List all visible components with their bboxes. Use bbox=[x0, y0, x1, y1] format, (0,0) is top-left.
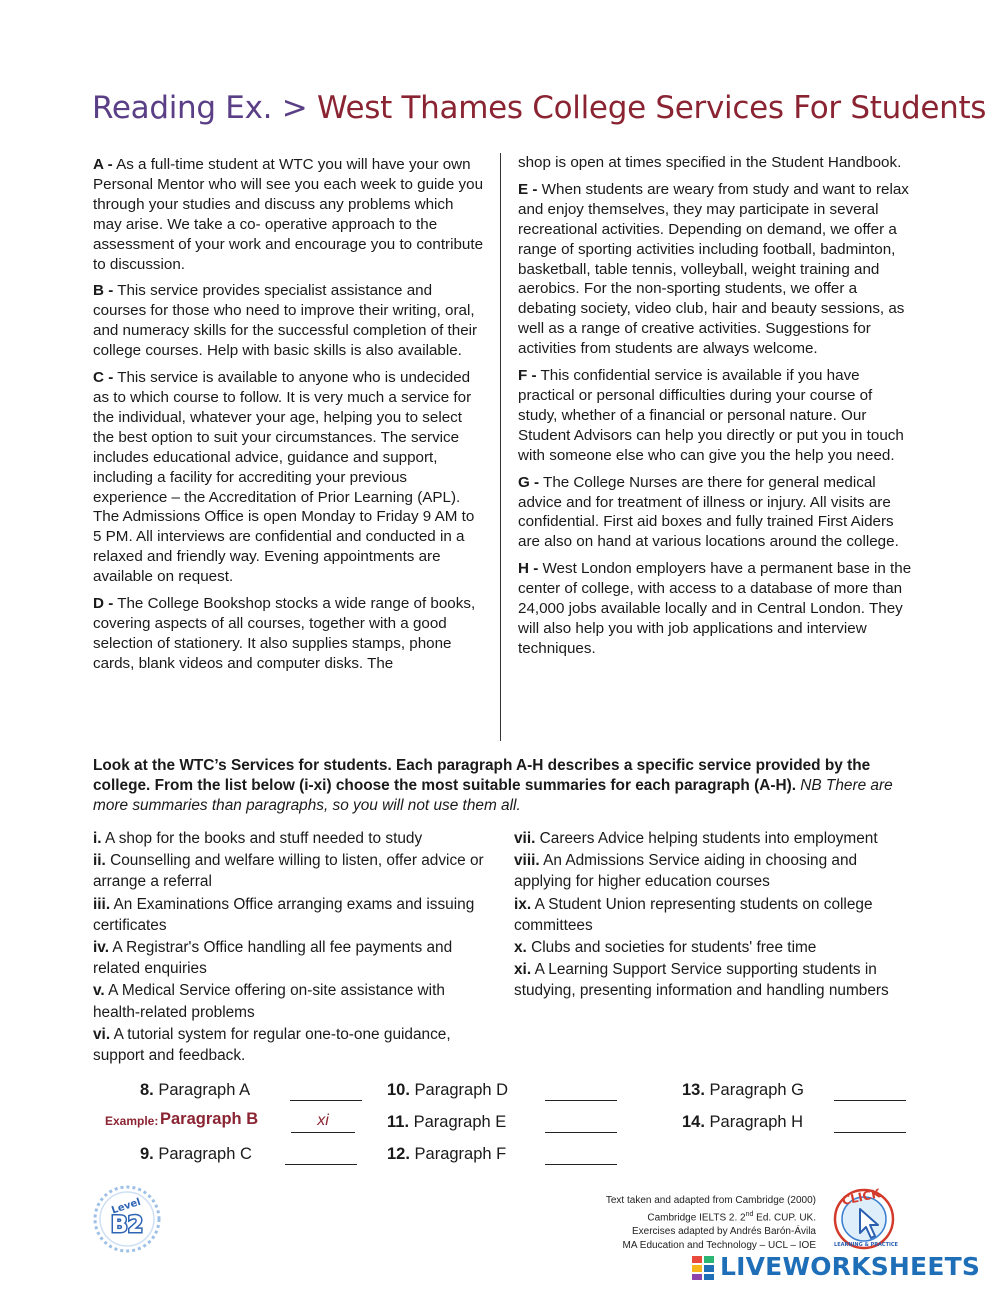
credits-line-1-sup: nd bbox=[745, 1211, 754, 1218]
paragraph-text: This confidential service is available if you have practical or personal difficulties during your course of study, whether of a financial or personal nature. Our Student Advisors can help you directly or put you in touch with someone else who can give you the help you need. bbox=[518, 367, 904, 464]
answer-blank-14[interactable] bbox=[834, 1132, 906, 1133]
summary-item bbox=[514, 894, 909, 936]
paragraph-letter: D - bbox=[93, 595, 114, 613]
paragraph-letter: F - bbox=[518, 367, 537, 385]
summary-item bbox=[93, 937, 493, 979]
paragraph-text: West London employers have a permanent base in the center of college, with access to a database of more than 24,000 jobs available locally and in Central London. They will also help you with job applications and interview techniques. bbox=[518, 560, 912, 657]
summary-list-left bbox=[93, 828, 493, 1067]
summary-list-right bbox=[514, 828, 909, 1003]
answer-blank-9[interactable] bbox=[285, 1164, 357, 1165]
column-divider bbox=[500, 153, 501, 741]
question-8 bbox=[140, 1081, 250, 1100]
paragraph-text: When students are weary from study and want to relax and enjoy themselves, they may participate in several recreational activities. Depending on demand, we offer a range of sporting activities including football, badminton, basketball, table tennis, volleyball, weight training and aerobics. For the non-sporting students, we offer a debating society, video club, hair and beauty sessions, as well as a range of creative activities. Suggestions for activities from students are always welcome. bbox=[518, 180, 909, 358]
question-label: Paragraph F bbox=[414, 1145, 507, 1163]
summary-item bbox=[514, 937, 909, 958]
summary-item bbox=[514, 850, 909, 892]
summary-text: An Examinations Office arranging exams and issuing certificates bbox=[93, 895, 475, 934]
instructions-note: NB There are more summaries than paragraphs, so you will not use them all. bbox=[93, 777, 893, 814]
question-14 bbox=[682, 1113, 803, 1132]
answer-blank-11[interactable] bbox=[545, 1132, 617, 1133]
question-label: Paragraph D bbox=[414, 1081, 509, 1099]
summary-item bbox=[93, 1024, 493, 1066]
paragraph-g bbox=[518, 473, 913, 553]
paragraph-d bbox=[93, 594, 485, 674]
question-label: Paragraph H bbox=[709, 1113, 804, 1131]
instructions-text: Look at the WTC’s Services for students. Each paragraph A-H describes a specific service provided by the college. From the list below (i-xi) choose the most suitable summaries for each paragraph (A-H). bbox=[93, 757, 871, 794]
question-num: 14. bbox=[682, 1113, 705, 1131]
summary-text: Clubs and societies for students' free time bbox=[531, 939, 817, 957]
summary-num: ii. bbox=[93, 852, 106, 870]
question-label: Paragraph G bbox=[709, 1081, 805, 1099]
credits-line-1-tail: Ed. CUP. UK. bbox=[753, 1212, 816, 1224]
paragraph-text: shop is open at times specified in the Student Handbook. bbox=[518, 154, 902, 171]
badge-level-value: B2 bbox=[110, 1213, 144, 1238]
example-answer-line bbox=[291, 1132, 355, 1133]
summary-num: xi. bbox=[514, 961, 532, 979]
liveworksheets-brand[interactable] bbox=[692, 1252, 992, 1286]
summary-text: A tutorial system for regular one-to-one guidance, support and feedback. bbox=[93, 1025, 451, 1065]
credits-line-1-text: Text taken and adapted from Cambridge (2000) Cambridge IELTS 2. 2 bbox=[605, 1195, 816, 1224]
paragraph-b bbox=[93, 281, 485, 361]
question-label: Paragraph E bbox=[413, 1113, 507, 1131]
example-paragraph: Paragraph B bbox=[160, 1110, 259, 1128]
liveworksheets-name: LIVEWORKSHEETS bbox=[720, 1252, 981, 1281]
summary-text: A Medical Service offering on-site assistance with health-related problems bbox=[93, 982, 445, 1021]
summary-text: A Registrar's Office handling all fee payments and related enquiries bbox=[93, 939, 453, 978]
summary-num: ix. bbox=[514, 895, 532, 913]
question-11 bbox=[387, 1113, 506, 1132]
reading-column-right bbox=[518, 153, 913, 666]
summary-item bbox=[93, 980, 493, 1022]
paragraph-text: The College Nurses are there for general medical advice and for treatment of illness or injury. All visits are confidential. First aid boxes and fully trained First Aiders are also on hand at various locations around the college. bbox=[518, 473, 899, 551]
page-title bbox=[92, 90, 987, 126]
title-main: West Thames College Services For Students bbox=[316, 90, 987, 126]
question-13 bbox=[682, 1081, 804, 1100]
summary-num: vi. bbox=[93, 1025, 111, 1043]
paragraph-letter: G - bbox=[518, 473, 540, 491]
question-10 bbox=[387, 1081, 508, 1100]
question-num: 8. bbox=[140, 1081, 154, 1099]
summary-item bbox=[93, 894, 493, 936]
paragraph-d-continued bbox=[518, 153, 913, 173]
question-label: Paragraph C bbox=[158, 1145, 252, 1163]
paragraph-h bbox=[518, 559, 913, 659]
paragraph-text: As a full-time student at WTC you will have your own Personal Mentor who will see you each week to guide you through your studies and discuss any problems which may arise. We take a co- operative approach to the assessment of your work and encourage you to contribute to discussion. bbox=[93, 156, 484, 273]
question-label: Paragraph A bbox=[158, 1081, 251, 1099]
question-num: 9. bbox=[140, 1145, 154, 1163]
summary-text: A Student Union representing students on college committees bbox=[514, 895, 873, 934]
summary-text: An Admissions Service aiding in choosing and applying for higher education courses bbox=[514, 852, 858, 891]
click-logo bbox=[826, 1183, 906, 1256]
reading-column-left bbox=[93, 155, 485, 681]
badge-level-text: Level bbox=[110, 1196, 143, 1217]
credits-line-3: MA Education and Technology – UCL – IOE bbox=[622, 1240, 816, 1252]
paragraph-letter: E - bbox=[518, 180, 538, 198]
answer-blank-10[interactable] bbox=[545, 1100, 617, 1101]
paragraph-e bbox=[518, 180, 913, 359]
summary-item bbox=[514, 959, 909, 1001]
paragraph-a bbox=[93, 155, 485, 274]
summary-item bbox=[93, 828, 493, 849]
paragraph-letter: A - bbox=[93, 156, 113, 173]
question-num: 11. bbox=[387, 1113, 410, 1131]
summary-text: Counselling and welfare willing to listen, offer advice or arrange a referral bbox=[93, 852, 484, 891]
click-logo-text: CLICK bbox=[840, 1186, 882, 1208]
summary-item bbox=[93, 850, 493, 892]
summary-text: A shop for the books and stuff needed to study bbox=[105, 830, 423, 847]
click-logo-subtext: LEARNING & PRACTICE bbox=[834, 1242, 898, 1248]
question-num: 10. bbox=[387, 1081, 410, 1099]
credits bbox=[560, 1194, 816, 1253]
level-badge bbox=[92, 1184, 162, 1259]
paragraph-text: This service provides specialist assistance and courses for those who need to improve their writing, oral, and numeracy skills for the successful completion of their college courses. Help with basic skills is also available. bbox=[93, 282, 478, 360]
summary-num: vii. bbox=[514, 830, 536, 847]
question-num: 13. bbox=[682, 1081, 705, 1099]
paragraph-f bbox=[518, 366, 913, 466]
paragraph-letter: H - bbox=[518, 560, 539, 578]
example-answer: xi bbox=[317, 1112, 329, 1129]
click-logo-icon bbox=[826, 1183, 906, 1251]
paragraph-text: This service is available to anyone who is undecided as to which course to follow. It is very much a service for the individual, whatever your age, helping you to select the best option to suit your circumstances. The service includes educational advice, guidance and support, including a facility for accrediting your previous experience – the Accreditation of Prior Learning (APL). The Admissions Office is open Monday to Friday 9 AM to 5 PM. All interviews are confidential and conducted in a relaxed and friendly way. Evening appointments are available on request. bbox=[93, 369, 475, 586]
summary-item bbox=[514, 828, 909, 849]
paragraph-text: The College Bookshop stocks a wide range of books, covering aspects of all courses, together with a good selection of stationery. It also supplies stamps, phone cards, blank videos and computer disks. The bbox=[93, 595, 476, 672]
question-9 bbox=[140, 1145, 252, 1164]
paragraph-c bbox=[93, 368, 485, 587]
paragraph-letter: B - bbox=[93, 282, 114, 300]
answer-blank-12[interactable] bbox=[545, 1164, 617, 1165]
instructions bbox=[93, 756, 903, 816]
title-prefix: Reading Ex. > bbox=[92, 90, 308, 126]
answer-blank-13[interactable] bbox=[834, 1100, 906, 1101]
summary-num: v. bbox=[93, 982, 105, 1000]
level-badge-icon bbox=[92, 1184, 162, 1254]
summary-num: iii. bbox=[93, 895, 111, 913]
summary-text: A Learning Support Service supporting students in studying, presenting information and handling numbers bbox=[514, 961, 889, 1000]
question-num: 12. bbox=[387, 1145, 410, 1163]
paragraph-letter: C - bbox=[93, 369, 114, 387]
summary-text: Careers Advice helping students into employment bbox=[539, 830, 878, 847]
summary-num: iv. bbox=[93, 939, 109, 957]
credits-line-2: Exercises adapted by Andrés Barón-Ávila bbox=[632, 1226, 816, 1238]
answer-blank-8[interactable] bbox=[290, 1100, 362, 1101]
summary-num: i. bbox=[93, 830, 102, 847]
summary-num: x. bbox=[514, 939, 527, 957]
summary-num: viii. bbox=[514, 852, 540, 870]
question-12 bbox=[387, 1145, 506, 1164]
example-label: Example: bbox=[105, 1114, 159, 1128]
credits-line-1 bbox=[560, 1194, 816, 1225]
liveworksheets-logo-icon bbox=[692, 1256, 714, 1280]
